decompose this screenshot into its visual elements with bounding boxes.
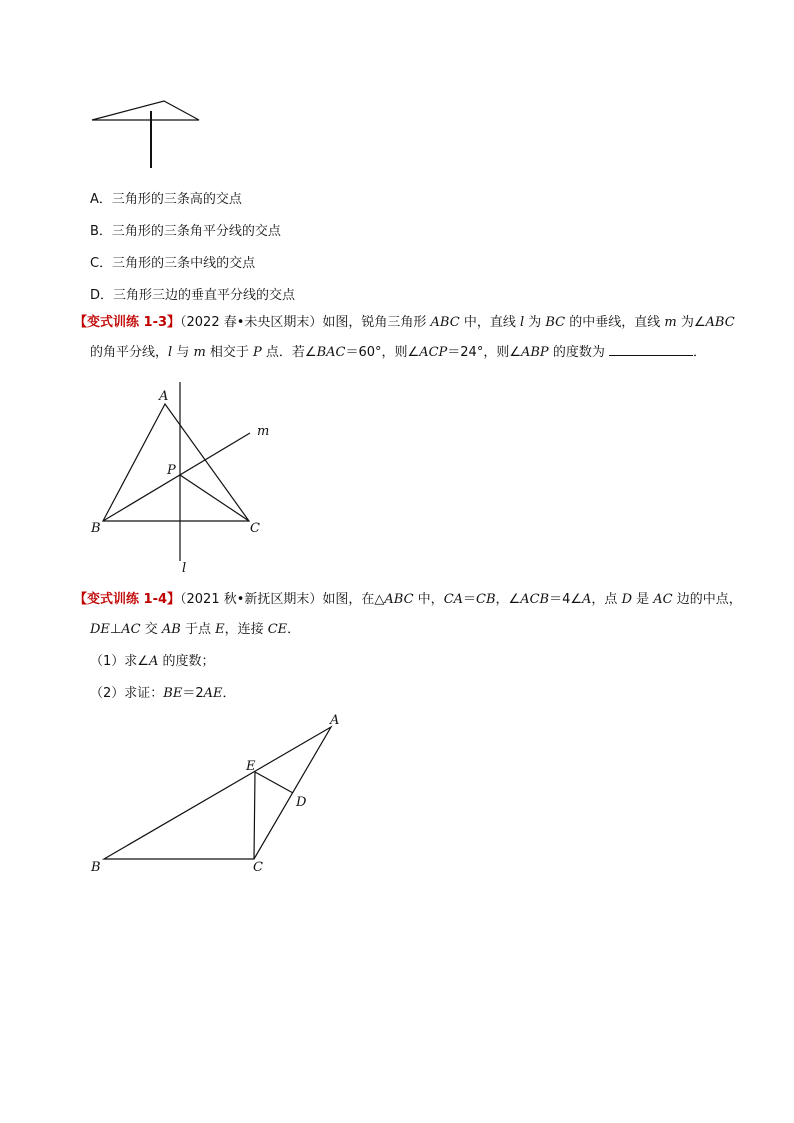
option-a: A．三角形的三条高的交点: [90, 192, 242, 207]
fig13-label-m: m: [257, 424, 270, 439]
fig1-triangle: [92, 101, 199, 120]
question-1-4-sub1: （1）求∠A 的度数；: [90, 654, 215, 669]
answer-blank[interactable]: [609, 343, 693, 356]
fig13-label-b: B: [91, 521, 101, 536]
fig13-label-c: C: [250, 521, 260, 536]
fig13-triangle: [103, 404, 249, 521]
question-1-3-line1: 【变式训练 1-3】（2022 春•未央区期末）如图，锐角三角形 ABC 中，直线 l 为 BC 的中垂线，直线 m 为∠ABC: [74, 315, 735, 330]
fig14-segment-ed: [255, 772, 293, 793]
exercise-tag: 【变式训练 1-4】: [74, 592, 181, 607]
question-1-4-line1: 【变式训练 1-4】（2021 秋•新抚区期末）如图，在△ABC 中，CA＝CB，∠ACB＝4∠A，点 D 是 AC 边的中点，: [74, 592, 742, 607]
fig14-triangle: [104, 727, 331, 859]
question-1-4-line2: DE⊥AC 交 AB 于点 E，连接 CE．: [90, 622, 301, 637]
fig13-label-p: P: [167, 463, 176, 478]
fig13-label-a: A: [159, 389, 169, 404]
fig14-label-b: B: [91, 860, 101, 875]
fig13-segment-pc: [180, 475, 249, 521]
fig14-label-a: A: [330, 713, 340, 728]
fig14-segment-ec: [254, 772, 255, 859]
option-b: B．三角形的三条角平分线的交点: [90, 224, 281, 239]
option-c: C．三角形的三条中线的交点: [90, 256, 256, 271]
question-1-3-line2: 的角平分线，l 与 m 相交于 P 点．若∠BAC＝60°，则∠ACP＝24°，则∠ABP 的度数为 ．: [90, 345, 706, 360]
option-d: D．三角形三边的垂直平分线的交点: [90, 288, 296, 303]
fig13-label-l: l: [182, 561, 187, 576]
fig14-label-d: D: [296, 795, 307, 810]
figure-1-4: [104, 727, 331, 859]
figure-1-3: [103, 382, 250, 561]
fig13-line-m: [103, 433, 250, 521]
exercise-tag: 【变式训练 1-3】: [74, 315, 181, 330]
fig14-label-c: C: [253, 860, 263, 875]
question-1-4-sub2: （2）求证：BE＝2AE．: [90, 686, 236, 701]
fig14-label-e: E: [246, 759, 256, 774]
